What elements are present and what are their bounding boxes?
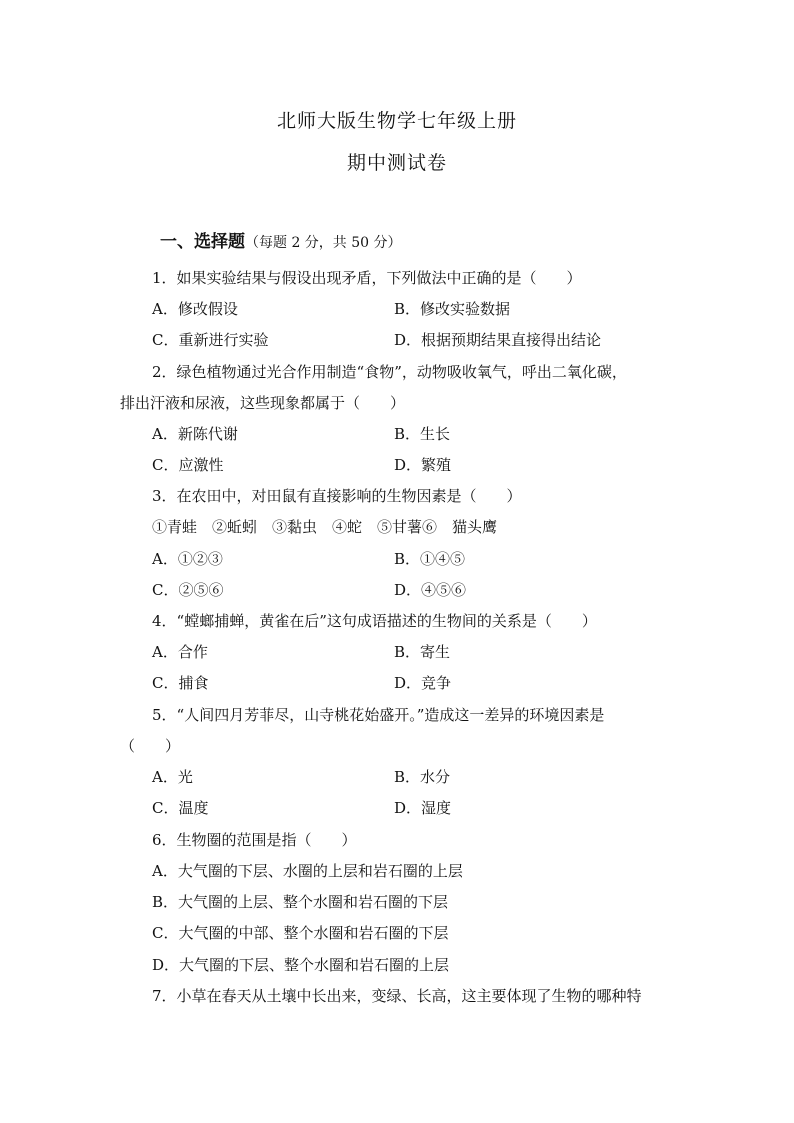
q2-option-b: B．生长 [394,425,451,443]
q2-option-c: C．应激性 [152,456,224,474]
question-1-stem: 1．如果实验结果与假设出现矛盾，下列做法中正确的是（ ） [152,269,582,287]
q1-option-d: D．根据预期结果直接得出结论 [394,331,602,349]
q3-option-c: C．②⑤⑥ [152,581,224,599]
question-6-stem: 6．生物圈的范围是指（ ） [152,831,357,849]
q4-option-d: D．竞争 [394,674,452,692]
q1-option-a: A．修改假设 [152,300,238,318]
question-7-stem: 7．小草在春天从土壤中长出来，变绿、长高，这主要体现了生物的哪种特 [152,987,642,1005]
q5-option-c: C．温度 [152,799,209,817]
q3-option-b: B．①④⑤ [394,550,466,568]
section-note: （每题 2 分，共 50 分） [245,235,402,251]
q1-option-c: C．重新进行实验 [152,331,269,349]
q3-option-d: D．④⑤⑥ [394,581,467,599]
q2-option-a: A．新陈代谢 [152,425,238,443]
question-2-stem-line2: 排出汗液和尿液，这些现象都属于（ ） [120,394,406,412]
q5-option-b: B．水分 [394,768,451,786]
q3-option-a: A．①②③ [152,550,223,568]
page-subtitle: 期中测试卷 [346,152,447,174]
q4-option-b: B．寄生 [394,643,451,661]
section-header [160,232,402,253]
q6-option-c: C．大气圈的中部、整个水圈和岩石圈的下层 [152,924,449,942]
q6-option-a: A．大气圈的下层、水圈的上层和岩石圈的上层 [152,862,463,880]
q4-option-c: C．捕食 [152,674,209,692]
section-heading: 一、选择题 [160,232,245,252]
question-5-stem-line1: 5．“人间四月芳菲尽，山寺桃花始盛开。”造成这一差异的环境因素是 [152,706,605,724]
question-2-stem-line1: 2．绿色植物通过光合作用制造“食物”，动物吸收氧气，呼出二氧化碳， [152,363,627,381]
page-title: 北师大版生物学七年级上册 [276,110,517,132]
question-3-items: ①青蛙 ②蚯蚓 ③黏虫 ④蛇 ⑤甘薯⑥ 猫头鹰 [152,518,498,536]
q5-option-d: D．湿度 [394,799,452,817]
q5-option-a: A．光 [152,768,193,786]
question-5-stem-line2: （ ） [120,737,181,755]
question-3-stem: 3．在农田中，对田鼠有直接影响的生物因素是（ ） [152,487,522,505]
q2-option-d: D．繁殖 [394,456,452,474]
question-4-stem: 4．“螳螂捕蝉，黄雀在后”这句成语描述的生物间的关系是（ ） [152,612,597,630]
q1-option-b: B．修改实验数据 [394,300,511,318]
q4-option-a: A．合作 [152,643,208,661]
q6-option-b: B．大气圈的上层、整个水圈和岩石圈的下层 [152,893,449,911]
q6-option-d: D．大气圈的下层、整个水圈和岩石圈的上层 [152,956,450,974]
